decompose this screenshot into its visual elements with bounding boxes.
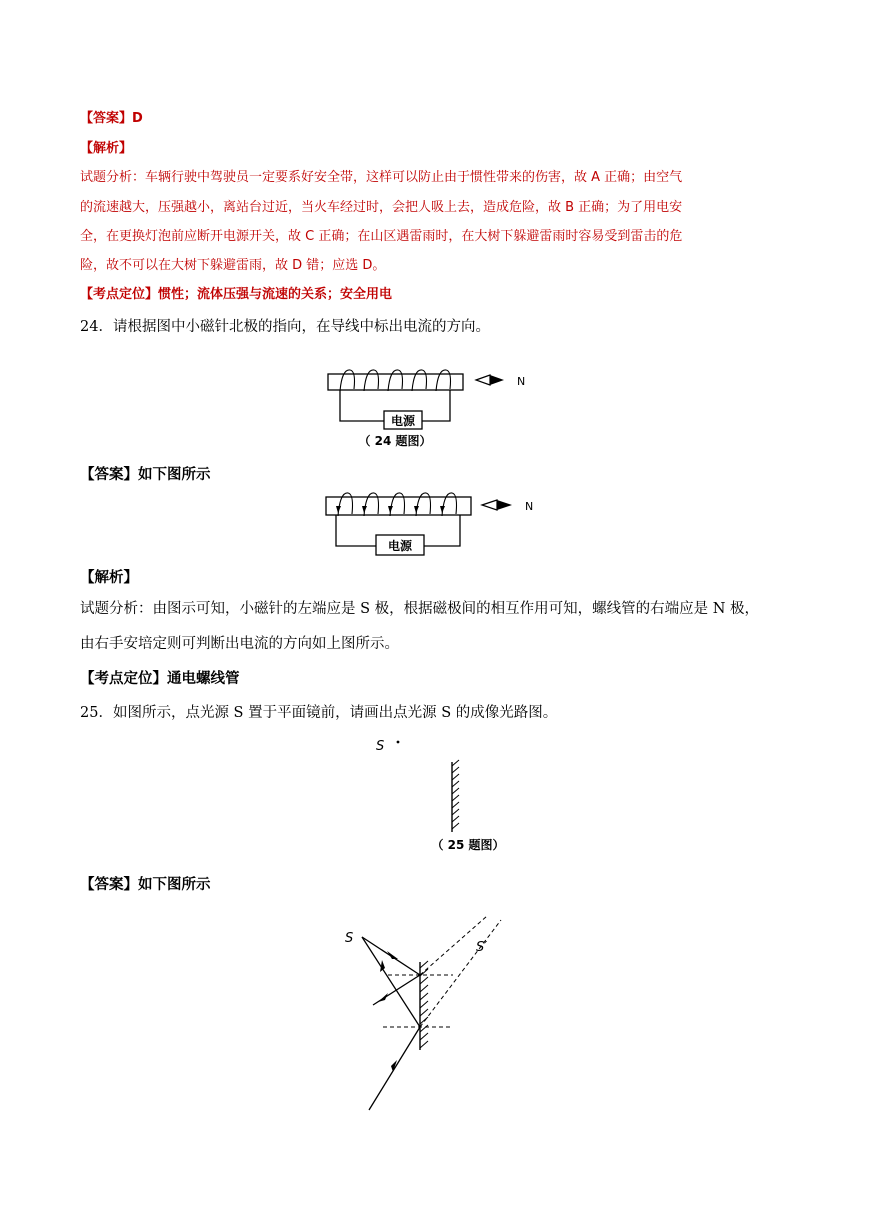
q24-kaodian: 【考点定位】通电螺线管 (80, 670, 240, 687)
q23-analysis-line-2: 的流速越大，压强越小，离站台过近，当火车经过时，会把人吸上去，造成危险，故 B 正确；为了用电安 (80, 200, 683, 215)
q24-answer: 【答案】如下图所示 (80, 466, 211, 483)
q24-fig-n-label: N (517, 375, 526, 388)
q23-analysis-line-3: 全，在更换灯泡前应断开电源开关，故 C 正确；在山区遇雷雨时，在大树下躲避雷雨时容易受到雷击的危 (80, 229, 683, 244)
q24-solenoid-figure (320, 365, 560, 459)
q23-analysis-line-4: 险，故不可以在大树下躲避雷雨，故 D 错；应选 D。 (80, 258, 386, 273)
q23-kaodian: 【考点定位】惯性；流体压强与流速的关系；安全用电 (80, 287, 393, 302)
q23-answer: 【答案】D (80, 111, 143, 126)
q24-analysis-heading: 【解析】 (80, 569, 138, 586)
q25-fig-caption: （ 25 题图） (431, 838, 505, 852)
q25-mirror-figure (360, 732, 530, 861)
q24-ans-n-label: N (525, 500, 534, 513)
q24-question: 24．请根据图中小磁针北极的指向，在导线中标出电流的方向。 (80, 319, 490, 335)
q24-answer-figure (320, 488, 560, 567)
q25-fig-s-label: S (376, 739, 385, 754)
q25-ans-s-label: S (345, 931, 354, 946)
q23-analysis-heading: 【解析】 (80, 141, 133, 156)
q25-answer: 【答案】如下图所示 (80, 876, 211, 893)
q24-analysis-line-2: 由右手安培定则可判断出电流的方向如上图所示。 (80, 636, 399, 652)
q23-analysis-line-1: 试题分析：车辆行驶中驾驶员一定要系好安全带，这样可以防止由于惯性带来的伤害，故 A 正确；由空气 (80, 170, 683, 185)
q25-question: 25．如图所示，点光源 S 置于平面镜前，请画出点光源 S 的成像光路图。 (80, 705, 558, 721)
q25-answer-figure (335, 900, 515, 1119)
q24-ans-power-label: 电源 (387, 539, 413, 553)
q25-ans-s-prime-label: S′ (476, 940, 488, 955)
q24-fig-caption: （ 24 题图） (358, 434, 432, 448)
q24-analysis-line-1: 试题分析：由图示可知，小磁针的左端应是 S 极，根据磁极间的相互作用可知，螺线管的右端应是 N 极， (80, 601, 760, 617)
q24-fig-power-label: 电源 (390, 414, 416, 428)
